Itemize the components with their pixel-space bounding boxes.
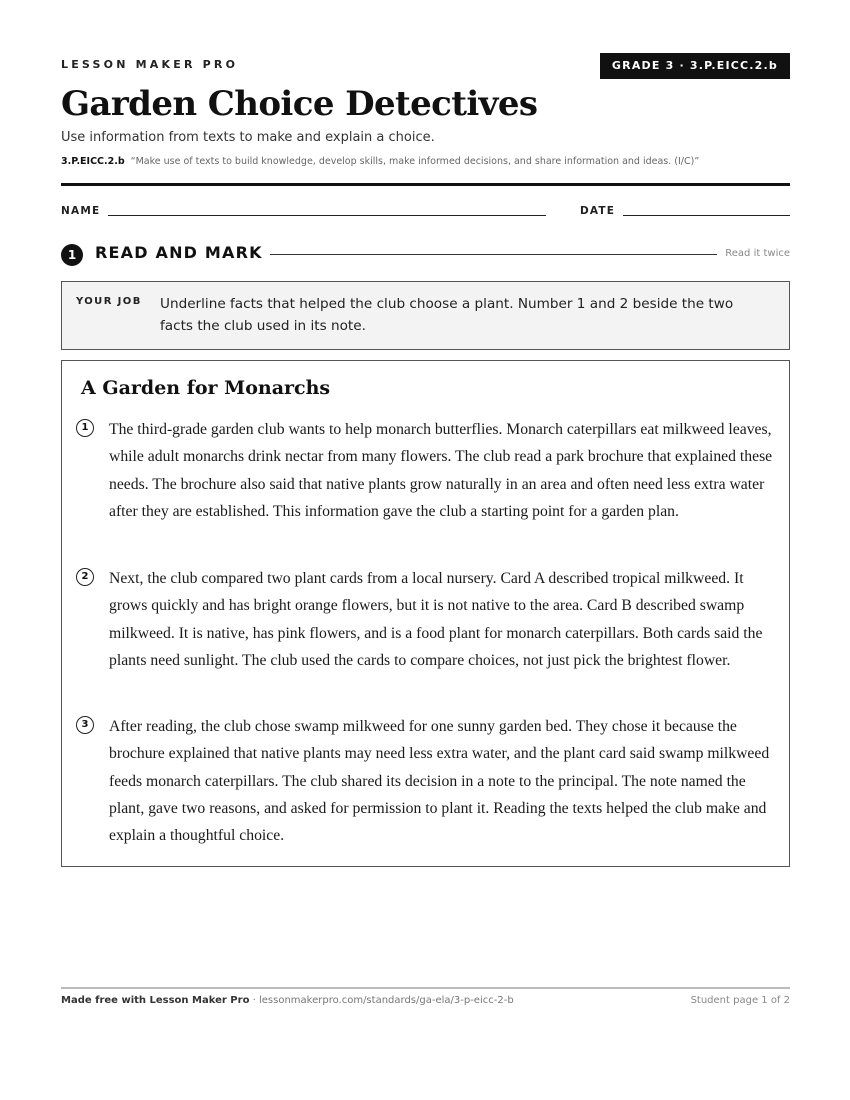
footer-divider	[61, 987, 790, 989]
paragraph-number: 1	[76, 419, 94, 437]
header-divider	[61, 183, 790, 186]
brand-name: LESSON MAKER PRO	[61, 58, 239, 71]
name-label: NAME	[61, 205, 101, 217]
date-write-line[interactable]	[623, 215, 790, 216]
your-job-box	[61, 281, 790, 350]
your-job-text: Underline facts that helped the club choose a plant. Number 1 and 2 beside the two facts the club used in its note.	[160, 296, 734, 334]
footer-credit	[61, 995, 514, 1006]
date-label: DATE	[580, 205, 616, 217]
name-write-line[interactable]	[108, 215, 546, 216]
page-subtitle: Use information from texts to make and explain a choice.	[61, 130, 435, 145]
paragraph-number: 3	[76, 716, 94, 734]
paragraph-number: 2	[76, 568, 94, 586]
footer-page-number: Student page 1 of 2	[690, 995, 790, 1006]
standard-text: “Make use of texts to build knowledge, develop skills, make informed decisions, and share information and ideas. (I/C)”	[130, 156, 700, 167]
footer-url[interactable]: · lessonmakerpro.com/standards/ga-ela/3-p-eicc-2-b	[249, 995, 514, 1006]
section-title: READ AND MARK	[95, 243, 263, 262]
footer-made-with: Made free with Lesson Maker Pro	[61, 995, 250, 1006]
section-number-badge: 1	[61, 244, 83, 266]
section-note: Read it twice	[725, 248, 790, 259]
paragraph-text: The third-grade garden club wants to help monarch butterflies. Monarch caterpillars eat milkweed leaves, while adult monarchs drink nectar from many flowers. The club read a park brochure that explained these needs. The brochure also said that native plants grow naturally in an area and often need less extra water after they are established. This information gave the club a starting point for a garden plan.	[109, 421, 773, 520]
your-job-label: YOUR JOB	[76, 296, 142, 307]
passage-title: A Garden for Monarchs	[81, 377, 331, 399]
grade-badge: GRADE 3 · 3.P.EICC.2.b	[600, 53, 790, 79]
section-divider	[270, 254, 717, 255]
reading-passage-box	[61, 360, 790, 867]
page-title: Garden Choice Detectives	[61, 84, 538, 124]
standard-line	[61, 156, 699, 167]
standard-code: 3.P.EICC.2.b	[61, 156, 125, 167]
paragraph-text: After reading, the club chose swamp milkweed for one sunny garden bed. They chose it because the brochure explained that native plants may need less extra water, and the plant card said swamp milkweed feeds monarch caterpillars. The club shared its decision in a note to the principal. The note named the plant, gave two reasons, and asked for permission to plant it. Reading the texts helped the club make and explain a thoughtful choice.	[109, 718, 770, 845]
paragraph-text: Next, the club compared two plant cards from a local nursery. Card A described tropical milkweed. It grows quickly and has bright orange flowers, but it is not native to the area. Card B described swamp milkweed. It is native, has pink flowers, and is a food plant for monarch caterpillars. Both cards said the plants need sunlight. The club used the cards to compare choices, not just pick the brightest flower.	[109, 570, 763, 669]
worksheet-page	[61, 0, 790, 1100]
